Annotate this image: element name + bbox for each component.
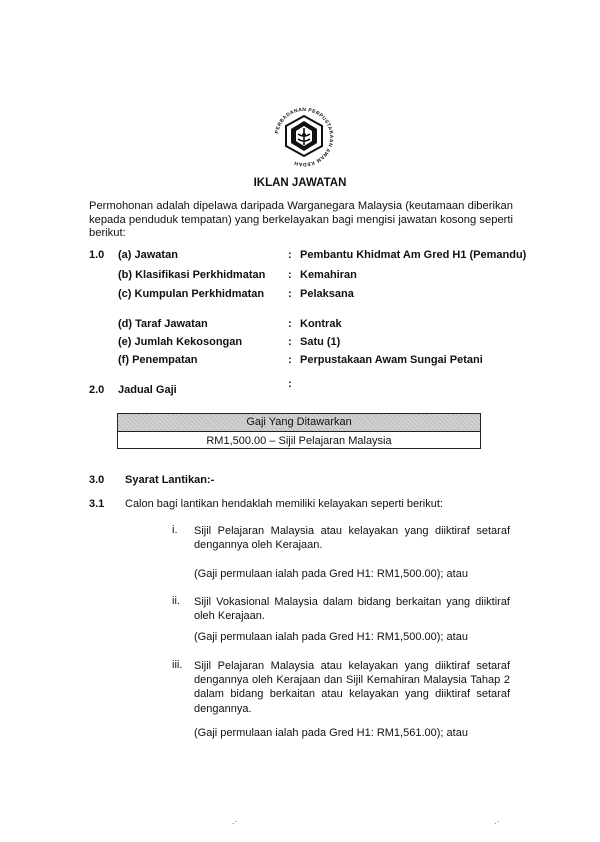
- row-key: (d): [118, 318, 133, 330]
- row-value: Kemahiran: [300, 269, 357, 281]
- row-key: (f): [118, 354, 129, 366]
- row-value: Pembantu Khidmat Am Gred H1 (Pemandu): [300, 249, 527, 261]
- row-key: (b): [118, 269, 133, 281]
- list-item-text: Sijil Pelajaran Malaysia atau kelayakan yang diiktiraf setaraf dengannya oleh Kerajaan.: [194, 525, 510, 552]
- page-title: IKLAN JAWATAN: [253, 177, 347, 189]
- row-label: Taraf Jawatan: [135, 318, 208, 330]
- scan-mark: .·: [494, 816, 500, 826]
- row-label: Jawatan: [134, 249, 178, 261]
- section-label: Jadual Gaji: [118, 384, 177, 396]
- list-item-note: (Gaji permulaan ialah pada Gred H1: RM1,500.00); atau: [194, 631, 468, 643]
- list-numeral: ii.: [172, 595, 180, 607]
- row-label: Jumlah Kekosongan: [134, 336, 243, 348]
- list-item-note: (Gaji permulaan ialah pada Gred H1: RM1,561.00); atau: [194, 727, 468, 739]
- row-label: Klasifikasi Perkhidmatan: [135, 269, 266, 281]
- list-item-text: Sijil Pelajaran Malaysia atau kelayakan yang diiktiraf setaraf dengannya oleh Kerajaan dan Sijil Kemahiran Malaysia Tahap 2 dalam bidang berkaitan atau kelayakan yang diiktiraf setaraf dengannya.: [194, 660, 510, 715]
- list-item-text: Sijil Vokasional Malaysia dalam bidang berkaitan yang diiktiraf oleh Kerajaan.: [194, 596, 510, 623]
- svg-text:PERBADANAN PERPUSTAKAAN AWAM K: PERBADANAN PERPUSTAKAAN AWAM KEDAH: [274, 106, 335, 168]
- list-item-note: (Gaji permulaan ialah pada Gred H1: RM1,500.00); atau: [194, 568, 468, 580]
- row-label: Kumpulan Perkhidmatan: [134, 288, 265, 300]
- organization-logo: [271, 104, 337, 170]
- salary-table-value: RM1,500.00 – Sijil Pelajaran Malaysia: [206, 435, 392, 447]
- subsection-number: 3.1: [89, 498, 105, 510]
- row-key: (c): [118, 288, 132, 300]
- list-numeral: iii.: [172, 659, 183, 671]
- list-numeral: i.: [172, 524, 178, 536]
- section-number: 1.0: [89, 249, 105, 261]
- salary-table-header: Gaji Yang Ditawarkan: [118, 414, 480, 432]
- row-key: (a): [118, 249, 132, 261]
- row-key: (e): [118, 336, 132, 348]
- intro-paragraph: Permohonan adalah dipelawa daripada Warganegara Malaysia (keutamaan diberikan kepada penduduk tempatan) yang berkelayakan bagi mengisi jawatan kosong seperti berikut:: [89, 200, 513, 240]
- subsection-text: Calon bagi lantikan hendaklah memiliki kelayakan seperti berikut:: [125, 498, 443, 510]
- section-number: 3.0: [89, 474, 105, 486]
- row-value: Pelaksana: [300, 288, 354, 300]
- section-colon: :: [288, 378, 292, 390]
- row-value: Kontrak: [300, 318, 342, 330]
- row-label: Penempatan: [132, 354, 198, 366]
- salary-table: [117, 413, 481, 449]
- row-value: Satu (1): [300, 336, 341, 348]
- logo-emblem-icon: [271, 104, 337, 170]
- section-number: 2.0: [89, 384, 105, 396]
- row-value: Perpustakaan Awam Sungai Petani: [300, 354, 483, 366]
- scan-mark: .·: [232, 816, 238, 826]
- document-page: PERBADANAN PERPUSTAKAAN AWAM KEDAH IKLAN JAWATAN Permohonan adalah dipelawa daripada Warganegara Malaysia (keutamaan diberikan kepada penduduk tempatan) yang berkelayakan bagi mengisi jawatan kosong seperti berikut: 1.0 (a) Jawatan : Pembantu Khidmat Am Gred H1 (Pemandu) (b) Klasifikasi Perkhidmatan : Kemahiran (c) Kumpulan Perkhidmatan : Pelaksana (d) Taraf Jawatan : Kontrak (e) Jumlah Kekosongan : Satu (1) (f) Penempatan : Perpustakaan Awam Sungai Petani 2.0 Jadual Gaji : Gaji Yang Ditawarkan RM1,500.00 – Sijil Pelajaran Malaysia 3.0 Syarat Lantikan:- 3.1 Calon bagi lantikan hendaklah memiliki kelayakan seperti berikut: i. Sijil Pelajaran Malaysia atau kelayakan yang diiktiraf setaraf dengannya oleh Kerajaan. (Gaji permulaan ialah pada Gred H1: RM1,500.00); atau ii. Sijil Vokasional Malaysia dalam bidang berkaitan yang diiktiraf oleh Kerajaan. (Gaji permulaan ialah pada Gred H1: RM1,500.00); atau iii. Sijil Pelajaran Malaysia atau kelayakan yang diiktiraf setaraf dengannya oleh Kerajaan dan Sijil Kemahiran Malaysia Tahap 2 dalam bidang berkaitan atau kelayakan yang diiktiraf setaraf dengannya. (Gaji permulaan ialah pada Gred H1: RM1,561.00); atau .· .·: [0, 0, 600, 842]
- section-label: Syarat Lantikan:-: [125, 474, 215, 486]
